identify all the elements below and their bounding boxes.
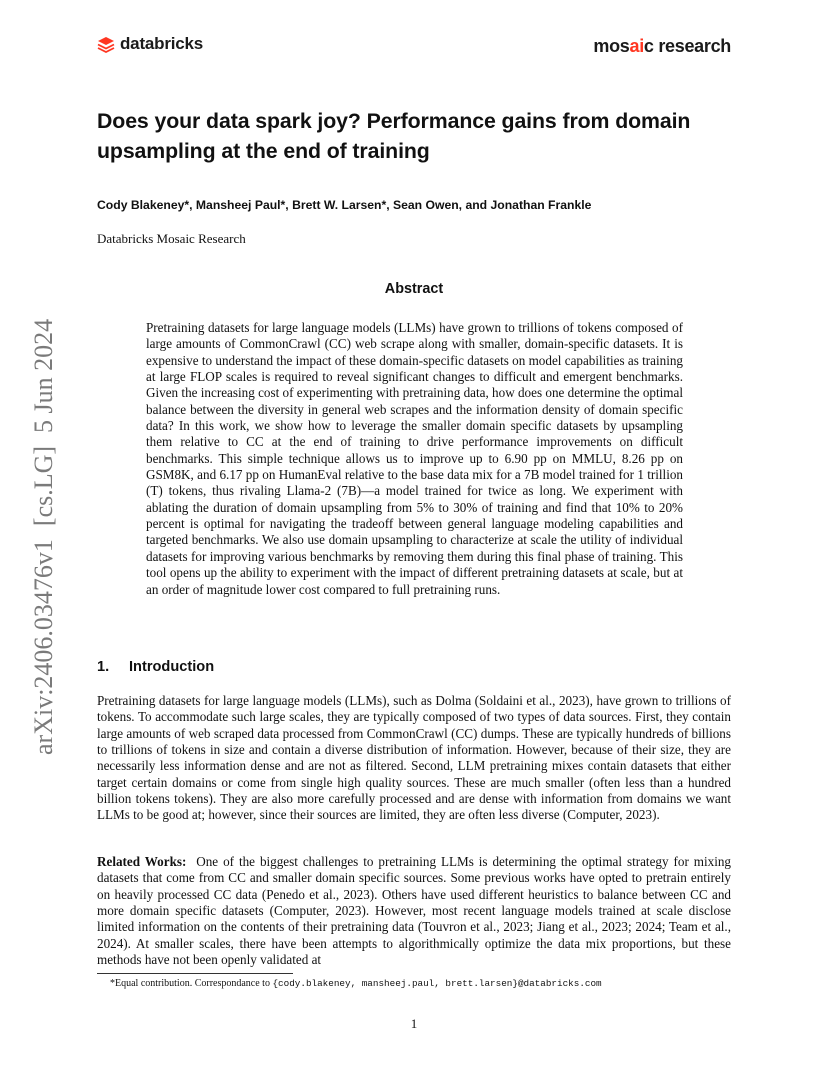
footnote	[110, 978, 602, 989]
footnote-text: *Equal contribution. Correspondance to	[110, 978, 273, 989]
arxiv-id-text: arXiv:2406.03476v1 [cs.LG] 5 Jun 2024	[29, 318, 58, 755]
databricks-logo	[97, 34, 203, 54]
databricks-wordmark: databricks	[120, 34, 204, 53]
section-title: Introduction	[129, 659, 215, 675]
section-number: 1.	[97, 659, 110, 675]
abstract-body: Pretraining datasets for large language models (LLMs) have grown to trillions of tokens composed of large amounts of CommonCrawl (CC) web scrape along with smaller, domain-specific datasets. It is expensive to understand the impact of these domain-specific datasets on model capabilities as training at large FLOP scales is required to reveal significant changes to difficult and emergent benchmarks. Given the increasing cost of experimenting with pretraining data, how does one determine the optimal balance between the diversity in general web scrapes and the information density of domain specific data? In this work, we show how to leverage the smaller domain specific datasets by upsampling them relative to CC at the end of training to drive performance improvements on difficult benchmarks. This simple technique allows us to improve up to 6.90 pp on MMLU, 8.26 pp on GSM8K, and 6.17 pp on HumanEval relative to the base data mix for a 7B model trained for 1 trillion (T) tokens, thus rivaling Llama-2 (7B)—a model trained for twice as long. We experiment with ablating the duration of domain upsampling from 5% to 30% of training and find that 10% to 20% percent is optimal for navigating the tradeoff between general language modeling capabilities and targeted benchmarks. We also use domain upsampling to characterize at scale the utility of individual datasets for improving various benchmarks by removing them during this final phase of training. This tool opens up the ability to experiment with the impact of different pretraining datasets at scale, but at an order of magnitude lower cost compared to full pretraining runs.	[146, 320, 683, 597]
related-works-lead: Related Works:	[97, 854, 187, 869]
mosaic-research-logo	[593, 36, 731, 57]
arxiv-side-stamp	[7, 300, 67, 760]
brand-right-pre: mos	[593, 36, 630, 56]
footnote-rule	[97, 973, 293, 974]
section-heading	[97, 659, 214, 675]
databricks-stack-icon	[97, 36, 115, 53]
brand-right-accent: ai	[629, 36, 644, 56]
intro-paragraph-1: Pretraining datasets for large language models (LLMs), such as Dolma (Soldaini et al., 2023), have grown to trillions of tokens. To accommodate such large scales, they are typically composed of two types of data sources. First, they contain large amounts of web scraped data processed from CommonCrawl (CC) dumps. These are typically hundreds of billions to trillions of tokens in size and contain a diverse distribution of information. However, because of their size, they are necessarily less information dense and are not as filtered. Second, LLM pretraining mixes contain datasets that either target certain domains or come from single high quality sources. These are much smaller (often less than a hundred billion tokens tokens). They are also more carefully processed and are dense with information from domains we want LLMs to be good at; however, since their sources are limited, they are often less diverse (Computer, 2023).	[97, 693, 731, 823]
related-works-text: One of the biggest challenges to pretraining LLMs is determining the optimal strategy for mixing datasets that come from CC and smaller domain specific sources. Some previous works have opted to pretrain entirely on heavily processed CC data (Penedo et al., 2023). Others have used different heuristics to balance between CC and more domain specific datasets (Computer, 2023). However, most recent language models trained at scale disclose limited information on the contents of their pretraining data (Touvron et al., 2023; Jiang et al., 2023; 2024; Team et al., 2024). At smaller scales, there have been attempts to algorithmically optimize the data mix proportions, but these methods have not been openly validated at	[97, 854, 731, 968]
abstract-heading: Abstract	[384, 281, 444, 297]
footnote-emails: {cody.blakeney, mansheej.paul, brett.larsen}@databricks.com	[272, 978, 602, 989]
intro-paragraph-2	[97, 854, 731, 968]
brand-right-post: c research	[643, 36, 731, 56]
author-list: Cody Blakeney*, Mansheej Paul*, Brett W. Larsen*, Sean Owen, and Jonathan Frankle	[97, 198, 592, 212]
affiliation: Databricks Mosaic Research	[97, 231, 246, 246]
paper-title: Does your data spark joy? Performance gains from domain upsampling at the end of training	[97, 109, 691, 163]
page-number: 1	[410, 1016, 418, 1031]
